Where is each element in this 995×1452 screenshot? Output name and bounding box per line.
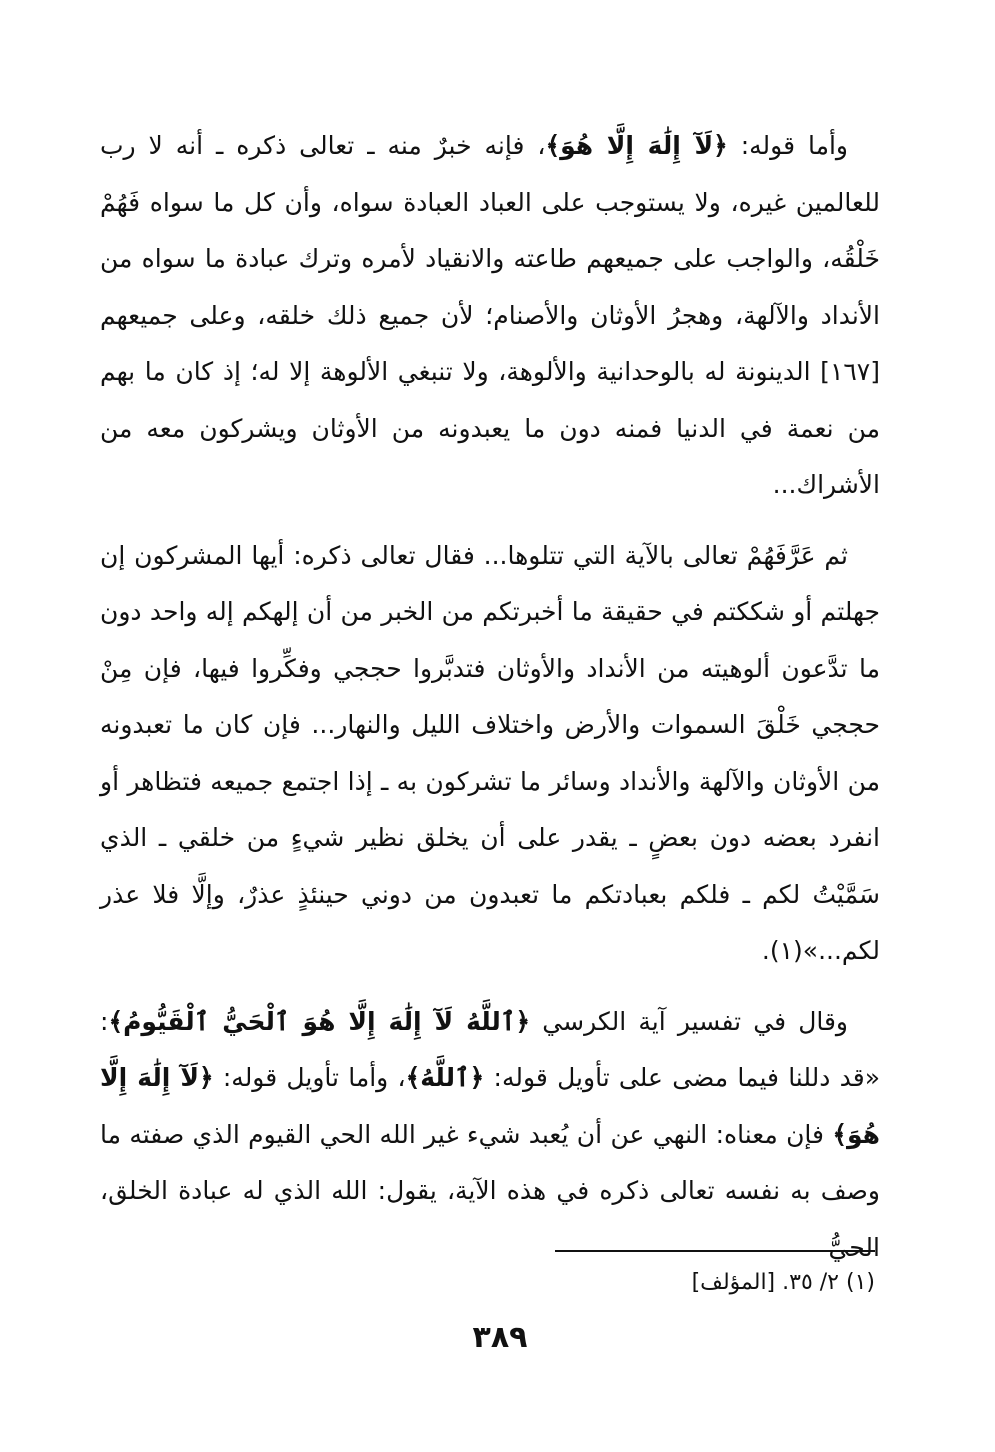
text-run: ، فإنه خبرٌ منه ـ تعالى ذكره ـ أنه لا رب للعالمين غيره، ولا يستوجب على العباد العبادة سواه، وأن كل ما سواه فَهُمْ خَلْقُه، والواجب على جميعهم طاعته والانقياد لأمره وترك عبادة ما سواه من الأنداد والآلهة، وهجرُ الأوثان والأصنام؛ لأن جميع ذلك خلقه، وعلى جميعهم [١٦٧] الدينونة له بالوحدانية والألوهة، ولا تنبغي الألوهة إلا له؛ إذ كان ما بهم من نعمة في الدنيا فمنه دون ما يعبدونه من الأوثان ويشركون معه من الأشراك... (100, 131, 880, 499)
quran-verse: ﴿ٱللَّهُ لَآ إِلَٰهَ إِلَّا هُوَ ٱلْحَيُّ ٱلْقَيُّومُ﴾ (108, 1006, 531, 1036)
main-text (100, 118, 880, 1276)
text-run: فإن معناه: النهي عن أن يُعبد شيء غير الله الحي القيوم الذي صفته ما وصف به نفسه تعالى ذكره في هذه الآية، يقول: الله الذي له عبادة الخلق، الحيُّ (100, 1119, 880, 1262)
text-run: ، وأما تأويل قوله: (213, 1063, 406, 1092)
footnote: (١) ٢/ ٣٥. [المؤلف] (691, 1270, 875, 1295)
page-number: ٣٨٩ (472, 1320, 528, 1355)
paragraph-1 (100, 118, 880, 514)
footnote-divider (555, 1250, 875, 1252)
paragraph-2 (100, 528, 880, 980)
text-run: ثم عَرَّفَهُمْ تعالى بالآية التي تتلوها... فقال تعالى ذكره: أيها المشركون إن جهلتم أو شككتم في حقيقة ما أخبرتكم من الخبر من أن إلهكم إله واحد دون ما تدَّعون ألوهيته من الأنداد والأوثان فتدبَّروا حججي وفكِّروا فيها، فإن مِنْ حججي خَلْقَ السموات والأرض واختلاف الليل والنهار... فإن كان ما تعبدونه من الأوثان والآلهة والأنداد وسائر ما تشركون به ـ إذا اجتمع جميعه فتظاهر أو انفرد بعضه دون بعضٍ ـ يقدر على أن يخلق نظير شيءٍ من خلقي ـ الذي سَمَّيْتُ لكم ـ فلكم بعبادتكم ما تعبدون من دوني حينئذٍ عذرٌ، وإلَّا فلا عذر لكم...»(١). (100, 540, 880, 965)
quran-verse: ﴿ٱللَّهُ﴾ (405, 1063, 485, 1092)
text-run: : «قد دللنا فيما مضى على تأويل قوله: (100, 1006, 881, 1092)
quran-verse: ﴿لَآ إِلَٰهَ إِلَّا هُوَ﴾ (100, 1063, 880, 1149)
paragraph-3 (100, 994, 880, 1277)
text-run: وقال في تفسير آية الكرسي (530, 1006, 848, 1036)
quran-verse: ﴿لَآ إِلَٰهَ إِلَّا هُوَ﴾ (545, 131, 728, 160)
text-run: وأما قوله: (727, 131, 849, 160)
